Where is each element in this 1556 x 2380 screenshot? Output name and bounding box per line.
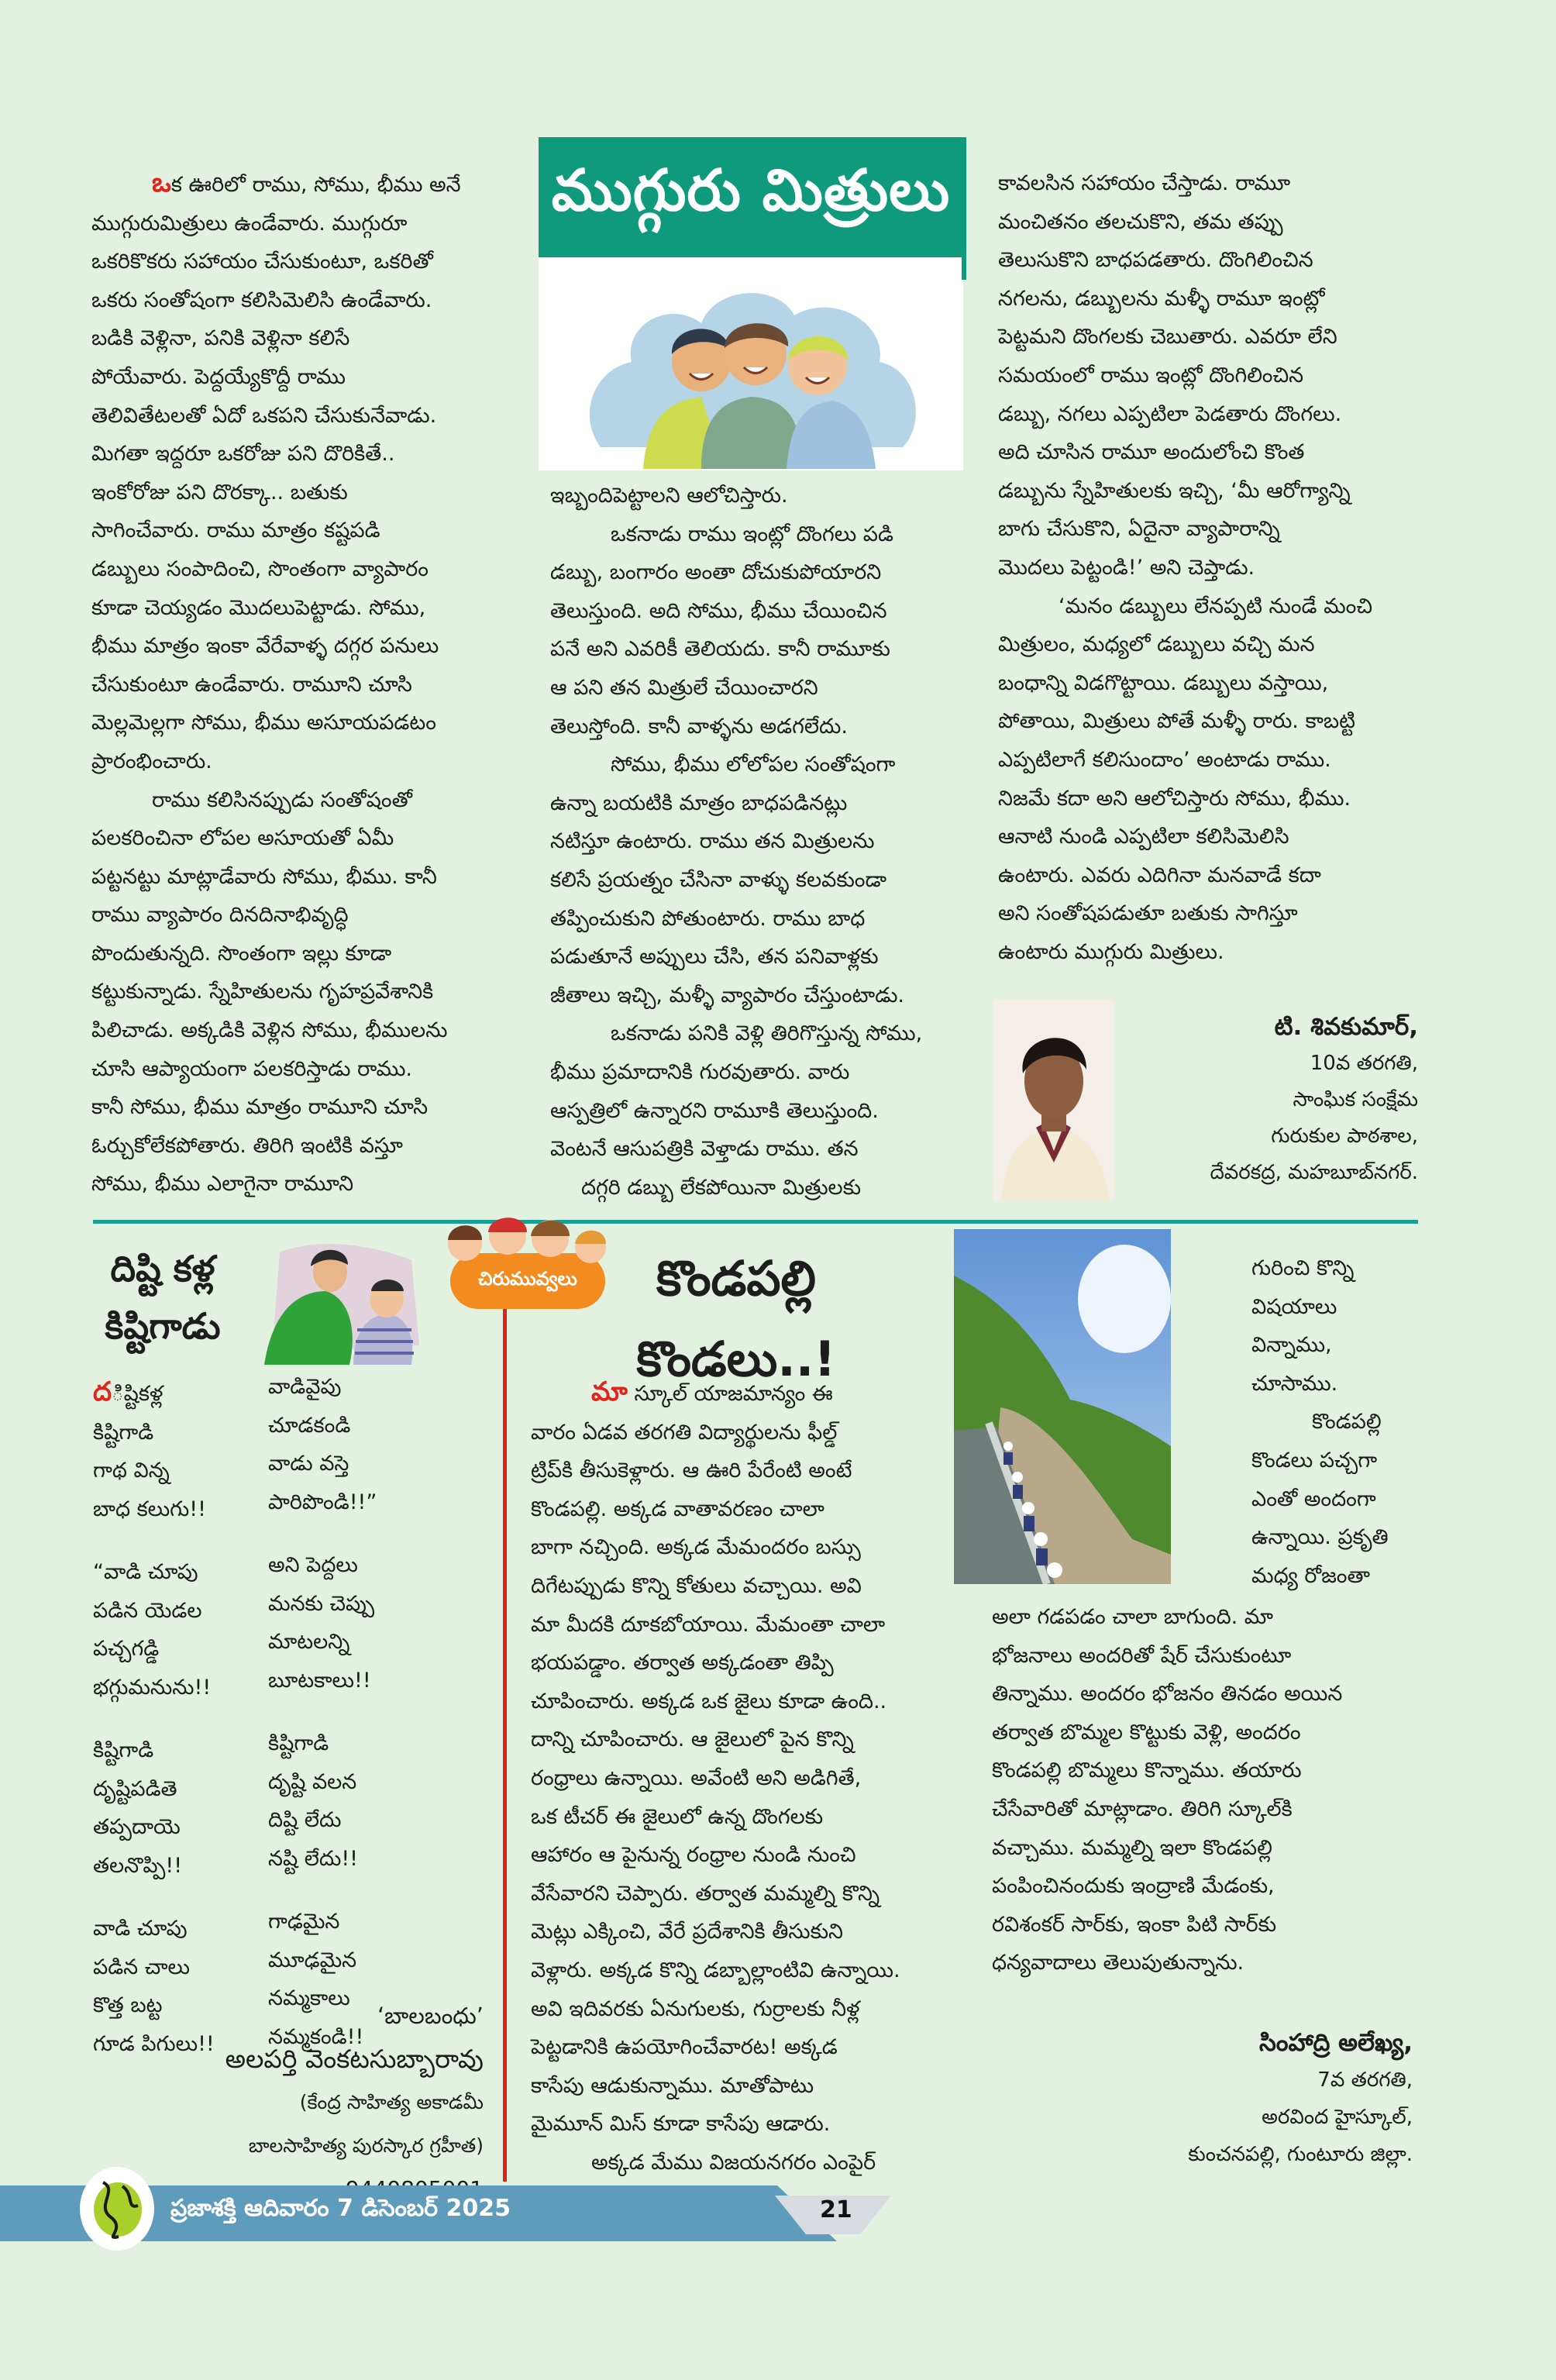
- woman-and-boy-cartoon-icon: [256, 1229, 429, 1365]
- text-line: బడికి వెళ్లినా, పనికి వెళ్లినా కలిసే: [91, 326, 350, 351]
- text-line: భీము ప్రమాదానికి గురవుతారు. వారు: [550, 1059, 850, 1084]
- story1-column-2: [550, 477, 922, 1207]
- text-line: తెలివితేటలతో ఏదో ఒకపని చేసుకునేవాడు.: [91, 403, 437, 428]
- poem-stanza: [93, 1553, 215, 1707]
- text-line: ఎప్పటిలాగే కలిసుందాం’ అంటాడు రాము.: [998, 747, 1331, 772]
- text-line: చేసేవారితో మాట్లాడాం. తిరిగి స్కూల్‌కి: [992, 1796, 1293, 1821]
- poem-title: [74, 1240, 252, 1355]
- hill-photo-icon: [954, 1229, 1171, 1584]
- poem-line: పచ్చగడ్డి: [93, 1637, 160, 1661]
- author-name: సింహాద్రి అలేఖ్య,: [1259, 2029, 1413, 2057]
- text-line: మెల్లమెల్లగా సోము, భీము అసూయపడటం: [91, 711, 436, 735]
- story1-title-box: [539, 137, 963, 470]
- poem-title-line-1: దిష్టి కళ్ల: [110, 1248, 215, 1290]
- text-line: వెళ్లారు. అక్కడ కొన్ని డబ్బాల్లాంటివి ఉన్నాయి.: [531, 1958, 900, 1982]
- footer-masthead: ప్రజాశక్తి ఆదివారం 7 డిసెంబర్ 2025: [170, 2195, 511, 2222]
- text-line: నగలను, డబ్బులను మళ్ళీ రామూ ఇంట్లో: [998, 286, 1325, 311]
- poem-line: “వాడి చూపు: [93, 1560, 198, 1584]
- text-line: ఒకనాడు రాము ఇంట్లో దొంగలు పడి: [611, 522, 893, 546]
- poem-line: వాడి చూపు: [93, 1917, 188, 1941]
- three-friends-hugging-illustration: [570, 261, 934, 469]
- text-line: నటిస్తూ ఉంటారు. రాము తన మిత్రులను: [550, 829, 875, 854]
- text-line: కట్టుకున్నాడు. స్నేహితులను గృహప్రవేశానికి: [91, 980, 434, 1004]
- text-line: ఇబ్బందిపెట్టాలని ఆలోచిస్తారు.: [550, 484, 788, 508]
- poem-line: వాడివైపు: [268, 1375, 342, 1399]
- story2-column-2-side: [1251, 1249, 1389, 1595]
- text-line: బంధాన్ని విడగొట్టాయి. డబ్బులు వస్తాయి,: [998, 670, 1329, 695]
- text-line: తర్వాత బొమ్మల కొట్టుకు వెళ్లి, అందరం: [992, 1720, 1301, 1745]
- text-line: పడుతూనే అప్పులు చేసి, తన పనివాళ్లకు: [550, 945, 879, 970]
- text-line: అది చూసిన రామూ అందులోంచి కొంత: [998, 440, 1305, 465]
- text-line: ఒకరు సంతోషంగా కలిసిమెలిసి ఉండేవారు.: [91, 288, 432, 312]
- text-line: సోము, భీము లోలోపల సంతోషంగా: [611, 753, 896, 777]
- text-line: కొండపల్లి: [1312, 1410, 1382, 1435]
- text-line: మొదలు పెట్టండి!’ అని చెప్తాడు.: [998, 555, 1255, 580]
- drop-cap: ద: [93, 1376, 112, 1407]
- author-detail-line: 7వ తరగతి,: [1317, 2068, 1413, 2092]
- text-line: తెలుస్తుంది. అది సోము, భీము చేయించిన: [550, 598, 887, 623]
- author-detail-line: దేవరకద్ర, మహబూబ్‌నగర్.: [1210, 1161, 1418, 1184]
- text-line: పోయేవారు. పెద్దయ్యేకొద్దీ రాము: [91, 364, 346, 389]
- author-detail-line: గురుకుల పాఠశాల,: [1271, 1125, 1418, 1148]
- text-line: డబ్బును స్నేహితులకు ఇచ్చి, ‘మీ ఆరోగ్యాన్ని: [998, 478, 1351, 503]
- author-photo-sivakumar: [993, 1000, 1114, 1201]
- text-line: ఒకరికొకరు సహాయం చేసుకుంటూ, ఒకరితో: [91, 250, 433, 274]
- poem-line: [93, 1373, 215, 1414]
- logo-scribble-icon: [88, 2175, 150, 2244]
- author-detail-line: కుంచనపల్లి, గుంటూరు జిల్లా.: [1188, 2143, 1413, 2166]
- student-portrait-icon: [993, 1000, 1114, 1201]
- text-line: ఇంకోరోజు పని దొరక్కా.. బతుకు: [91, 480, 348, 505]
- text-line: మిత్రులం, మధ్యలో డబ్బులు వచ్చి మన: [998, 632, 1315, 657]
- author-detail-line: అరవింద హైస్కూల్,: [1262, 2106, 1413, 2129]
- poem-line: పారిపొండి!!”: [268, 1490, 377, 1514]
- poem-title-line-2: కిష్టిగాడు: [105, 1305, 221, 1347]
- text-line: బాగు చేసుకొని, ఏదైనా వ్యాపారాన్ని: [998, 517, 1280, 542]
- poem-line: తప్పదాయె: [93, 1815, 181, 1839]
- poem-stanza: [93, 1373, 215, 1528]
- text-line: భీము మాత్రం ఇంకా వేరేవాళ్ళ దగ్గర పనులు: [91, 634, 439, 659]
- text-line: ఉంటారు ముగ్గురు మిత్రులు.: [998, 939, 1224, 964]
- text-line: దాన్ని చూపించారు. ఆ జైలులో పైన కొన్ని: [531, 1727, 854, 1752]
- text-line: మిగతా ఇద్దరూ ఒకరోజు పని దొరికితే..: [91, 442, 395, 467]
- text-line: పలకరించినా లోపల అసూయతో ఏమీ: [91, 826, 394, 851]
- text-line-rest: క ఊరిలో రాము, సోము, భీము అనే: [170, 173, 461, 197]
- poem-line: కిష్టిగాడి: [93, 1738, 154, 1762]
- story2-title-line-1: కొండపల్లి: [656, 1250, 816, 1307]
- text-line: సమయంలో రాము ఇంట్లో దొంగిలించిన: [998, 363, 1304, 387]
- text-line: వెంటనే ఆసుపత్రికి వెళ్తాడు రాము. తన: [550, 1137, 859, 1162]
- text-line: భోజనాలు అందరితో షేర్ చేసుకుంటూ: [992, 1643, 1292, 1668]
- text-line: డబ్బులు సంపాదించి, సొంతంగా వ్యాపారం: [91, 556, 429, 581]
- text-line: కొండలు పచ్చగా: [1251, 1448, 1378, 1472]
- text-line: నిజమే కదా అని ఆలోచిస్తారు సోము, భీము.: [998, 786, 1351, 811]
- author-name: టి. శివకుమార్,: [1274, 1013, 1418, 1041]
- poem-stanza: [93, 1910, 215, 2063]
- section-divider: [93, 1220, 1418, 1224]
- poem-line: గూడ పిగులు!!: [93, 2031, 215, 2056]
- poem-line-rest: ిష్టికళ్ల: [112, 1382, 164, 1406]
- text-line: ఆ పని తన మిత్రులే చేయించారని: [550, 675, 818, 700]
- poem-line: బాధ కలుగు!!: [93, 1497, 206, 1521]
- text-line: అవి ఇదివరకు ఏనుగులకు, గుర్రాలకు నీళ్ల: [531, 1996, 860, 2021]
- poem-author-name: అలపర్తి వెంకటసుబ్బారావు: [225, 2044, 484, 2074]
- poem-line: మాటలన్ని: [268, 1630, 350, 1654]
- drop-cap: ఒ: [152, 167, 171, 198]
- text-line: [91, 164, 461, 205]
- poem-line: దిష్టి లేదు: [268, 1808, 342, 1832]
- text-line: ‘మనం డబ్బులు లేనప్పటి నుండే మంచి: [1059, 594, 1373, 618]
- text-line: మైమూన్ మిస్ కూడా కాసేపు ఆడారు.: [531, 2112, 831, 2137]
- title-accent-bar: [962, 137, 966, 280]
- text-line: తెలుసుకొని బాధపడతారు. దొంగిలించిన: [998, 248, 1313, 273]
- poem-stanza: [268, 1546, 377, 1700]
- text-line: కాసేపు ఆడుకున్నాము. మాతోపాటు: [531, 2073, 814, 2098]
- text-line: మెట్లు ఎక్కించి, వేరే ప్రదేశానికి తీసుకుని: [531, 1920, 844, 1944]
- text-line: కొండపల్లి. అక్కడ వాతావరణం చాలా: [531, 1497, 824, 1521]
- poem-line: కొత్త బట్ట: [93, 1993, 163, 2017]
- text-line: అక్కడ మేము విజయనగరం ఎంపైర్: [591, 2150, 876, 2175]
- text-line: ఆస్పత్రిలో ఉన్నారని రామూకి తెలుస్తుంది.: [550, 1098, 879, 1123]
- poem-line: భగ్గుమనును!!: [93, 1675, 212, 1700]
- text-line: సోము, భీము ఎలాగైనా రామూని: [91, 1172, 354, 1197]
- text-line: ఉన్నా బయటికి మాత్రం బాధపడినట్లు: [550, 790, 848, 815]
- text-line: వేసేవారని చెప్పారు. తర్వాత మమ్మల్ని కొన్ని: [531, 1881, 880, 1906]
- poem-line: నమ్మకాలు: [268, 1986, 350, 2010]
- text-line: విన్నాము,: [1251, 1333, 1332, 1358]
- text-line-rest: స్కూల్ యాజమాన్యం ఈ: [627, 1382, 833, 1406]
- text-line: భయపడ్డాం. తర్వాత అక్కడంతా తిప్పి: [531, 1651, 834, 1676]
- text-line: పోతాయి, మిత్రులు పోతే మళ్ళీ రారు. కాబట్టి: [998, 709, 1355, 734]
- poem-line: పడిన చాలు: [93, 1955, 190, 1979]
- text-line: వచ్చాము. మమ్మల్ని ఇలా కొండపల్లి: [992, 1835, 1272, 1860]
- poem-line: దృష్టిపడితె: [93, 1776, 177, 1801]
- text-line: చూసాము.: [1251, 1371, 1338, 1396]
- text-line: మా మీదకి దూకబోయాయి. మేమంతా చాలా: [531, 1612, 886, 1637]
- text-line: ఆహారం ఆ పైనున్న రంధ్రాల నుండి నుంచి: [531, 1843, 856, 1868]
- poem-stanza: [268, 1724, 377, 1878]
- text-line: [531, 1373, 900, 1414]
- text-line: పొందుతున్నది. సొంతంగా ఇల్లు కూడా: [91, 941, 392, 966]
- story1-author-signature: [1210, 1009, 1418, 1191]
- poem-line: వాడు వస్తె: [268, 1452, 349, 1476]
- poem-line: నమ్మకండి!!: [268, 2024, 364, 2049]
- text-line: చూసి ఆప్యాయంగా పలకరిస్తాడు రాము.: [91, 1056, 413, 1081]
- column-rule: [503, 1302, 507, 2182]
- text-line: ఒకనాడు పనికి వెళ్లి తిరిగొస్తున్న సోము,: [611, 1021, 923, 1046]
- text-line: తెలుస్తోంది. కానీ వాళ్ళను అడగలేదు.: [550, 714, 848, 739]
- story2-column-1: [531, 1373, 900, 2182]
- poem-stanza: [93, 1731, 215, 1885]
- text-line: జీతాలు ఇచ్చి, మళ్ళీ వ్యాపారం చేస్తుంటాడు.: [550, 983, 905, 1007]
- story1-column-1: [91, 164, 461, 1204]
- text-line: వారం ఏడవ తరగతి విద్యార్థులను ఫీల్డ్: [531, 1420, 838, 1445]
- text-line: రవిశంకర్ సార్‌కు, ఇంకా పిటి సార్‌కు: [992, 1912, 1277, 1937]
- poem-line: చూడకండి: [268, 1413, 351, 1438]
- text-line: మధ్య రోజంతా: [1251, 1563, 1371, 1588]
- text-line: ఒక టీచర్ ఈ జైలులో ఉన్న దొంగలకు: [531, 1804, 824, 1829]
- text-line: అలా గడపడం చాలా బాగుంది. మా: [992, 1605, 1274, 1629]
- text-line: అని సంతోషపడుతూ బతుకు సాగిస్తూ: [998, 901, 1298, 926]
- poem-line: మనకు చెప్పు: [268, 1591, 375, 1616]
- text-line: రాము వ్యాపారం దినదినాభివృద్ధి: [91, 903, 349, 928]
- text-line: పిలిచాడు. అక్కడికి వెళ్లిన సోము, భీములను: [91, 1018, 448, 1043]
- section-badge-label: చిరుమువ్వలు: [478, 1268, 577, 1290]
- text-line: కావలసిన సహాయం చేస్తాడు. రామూ: [998, 171, 1291, 195]
- poem-author-line-2: బాలసాహిత్య పురస్కార గ్రహీత): [248, 2134, 484, 2157]
- poem-author-line-1: (కేంద్ర సాహిత్య అకాడమీ: [299, 2091, 484, 2113]
- poem-illustration: [256, 1229, 429, 1365]
- poem-line: అని పెద్దలు: [268, 1553, 358, 1577]
- story2-title-line-2: కొండలు..!: [636, 1331, 836, 1387]
- text-line: ఉంటారు. ఎవరు ఎదిగినా మనవాడే కదా: [998, 863, 1321, 887]
- story2-column-2: [992, 1598, 1342, 1982]
- text-line: ఆనాటి నుండి ఎప్పటిలా కలిసిమెలిసి: [998, 825, 1289, 849]
- text-line: రంధ్రాలు ఉన్నాయి. అవేంటి అని అడిగితే,: [531, 1765, 862, 1790]
- poem-line: మూఢమైన: [268, 1948, 357, 1972]
- poem-line: గాథ విన్న: [93, 1459, 170, 1483]
- text-line: ట్రిప్‌కి తీసుకెళ్లారు. ఆ ఊరి పేరేంటి అంటే: [531, 1459, 852, 1483]
- students-on-hill-steps-photo: [954, 1229, 1171, 1584]
- text-line: తిన్నాము. అందరం భోజనం తినడం అయిన: [992, 1682, 1343, 1707]
- text-line: చూపించారు. అక్కడ ఒక జైలు కూడా ఉంది..: [531, 1689, 887, 1714]
- poem-line: గాఢమైన: [268, 1910, 340, 1934]
- poem-line: కిష్టిగాడి: [268, 1731, 329, 1755]
- text-line: పట్టనట్టు మాట్లాడేవారు సోము, భీము. కానీ: [91, 864, 437, 889]
- poem-author-pen-name: ‘బాలబంధు’: [377, 2003, 484, 2029]
- text-line: ఓర్చుకోలేకపోతారు. తిరిగి ఇంటికి వస్తూ: [91, 1133, 403, 1158]
- story1-title: ముగ్గురు మిత్రులు: [539, 137, 963, 257]
- text-line: విషయాలు: [1251, 1294, 1337, 1319]
- poem-line: బూటకాలు!!: [268, 1668, 371, 1693]
- text-line: సాగించేవారు. రాము మాత్రం కష్టపడి: [91, 518, 380, 543]
- poem-author-signature: [225, 1994, 484, 2211]
- page-number: 21: [820, 2196, 852, 2223]
- text-line: బాగా నచ్చింది. అక్కడ మేమందరం బస్సు: [531, 1535, 861, 1560]
- text-line: తప్పించుకుని పోతుంటారు. రాము బాధ: [550, 906, 866, 931]
- text-line: పంపించినందుకు ఇంద్రాణి మేడంకు,: [992, 1874, 1275, 1899]
- poem-line: పడిన యెడల: [93, 1598, 202, 1623]
- text-line: ఎంతో అందంగా: [1251, 1486, 1376, 1511]
- poem-stanza: [268, 1368, 377, 1521]
- text-line: పనే అని ఎవరికీ తెలియదు. కానీ రామూకు: [550, 637, 890, 662]
- poem-column-1: [93, 1373, 215, 2088]
- poem-line: కిష్టిగాడి: [93, 1420, 154, 1445]
- poem-line: నష్టి లేదు!!: [268, 1846, 358, 1871]
- text-line: మంచితనం తలచుకొని, తమ తప్పు: [998, 209, 1283, 234]
- text-line: ప్రారంభించారు.: [91, 749, 212, 773]
- text-line: కలిసే ప్రయత్నం చేసినా వాళ్ళు కలవకుండా: [550, 867, 887, 892]
- text-line: డబ్బు, నగలు ఎప్పటిలా పెడతారు దొంగలు.: [998, 401, 1342, 426]
- text-line: కానీ సోము, భీము మాత్రం రామూని చూసి: [91, 1095, 429, 1120]
- author-detail-line: 10వ తరగతి,: [1310, 1052, 1418, 1075]
- text-line: చేసుకుంటూ ఉండేవారు. రామూని చూసి: [91, 672, 412, 697]
- text-line: పెట్టడానికి ఉపయోగించేవారట! అక్కడ: [531, 2035, 838, 2060]
- text-line: ధన్యవాదాలు తెలుపుతున్నాను.: [992, 1951, 1244, 1975]
- poem-line: దృష్టి వలన: [268, 1769, 357, 1794]
- text-line: ముగ్గురుమిత్రులు ఉండేవారు. ముగ్గురూ: [91, 211, 408, 236]
- text-line: ఉన్నాయి. ప్రకృతి: [1251, 1525, 1389, 1550]
- text-line: కొండపల్లి బొమ్మలు కొన్నాము. తయారు: [992, 1758, 1302, 1783]
- text-line: గురించి కొన్ని: [1251, 1256, 1355, 1280]
- text-line: దిగేటప్పుడు కొన్ని కోతులు వచ్చాయి. అవి: [531, 1573, 862, 1598]
- publication-logo: [80, 2167, 154, 2251]
- drop-cap: మా: [591, 1376, 628, 1407]
- text-line: డబ్బు, బంగారం అంతా దోచుకుపోయారని: [550, 560, 882, 585]
- poem-column-2: [268, 1368, 377, 2081]
- text-line: పెట్టమని దొంగలకు చెబుతారు. ఎవరూ లేని: [998, 325, 1337, 350]
- text-line: కూడా చెయ్యడం మొదలుపెట్టాడు. సోము,: [91, 595, 426, 620]
- story1-column-3: [998, 164, 1372, 971]
- story2-author-signature: [1188, 2024, 1413, 2173]
- poem-line: తలనొప్పి!!: [93, 1853, 183, 1878]
- text-line: రాము కలిసినప్పుడు సంతోషంతో: [152, 787, 412, 812]
- text-line: దగ్గరి డబ్బు లేకపోయినా మిత్రులకు: [581, 1175, 862, 1200]
- author-detail-line: సాంఘిక సంక్షేమ: [1293, 1088, 1418, 1111]
